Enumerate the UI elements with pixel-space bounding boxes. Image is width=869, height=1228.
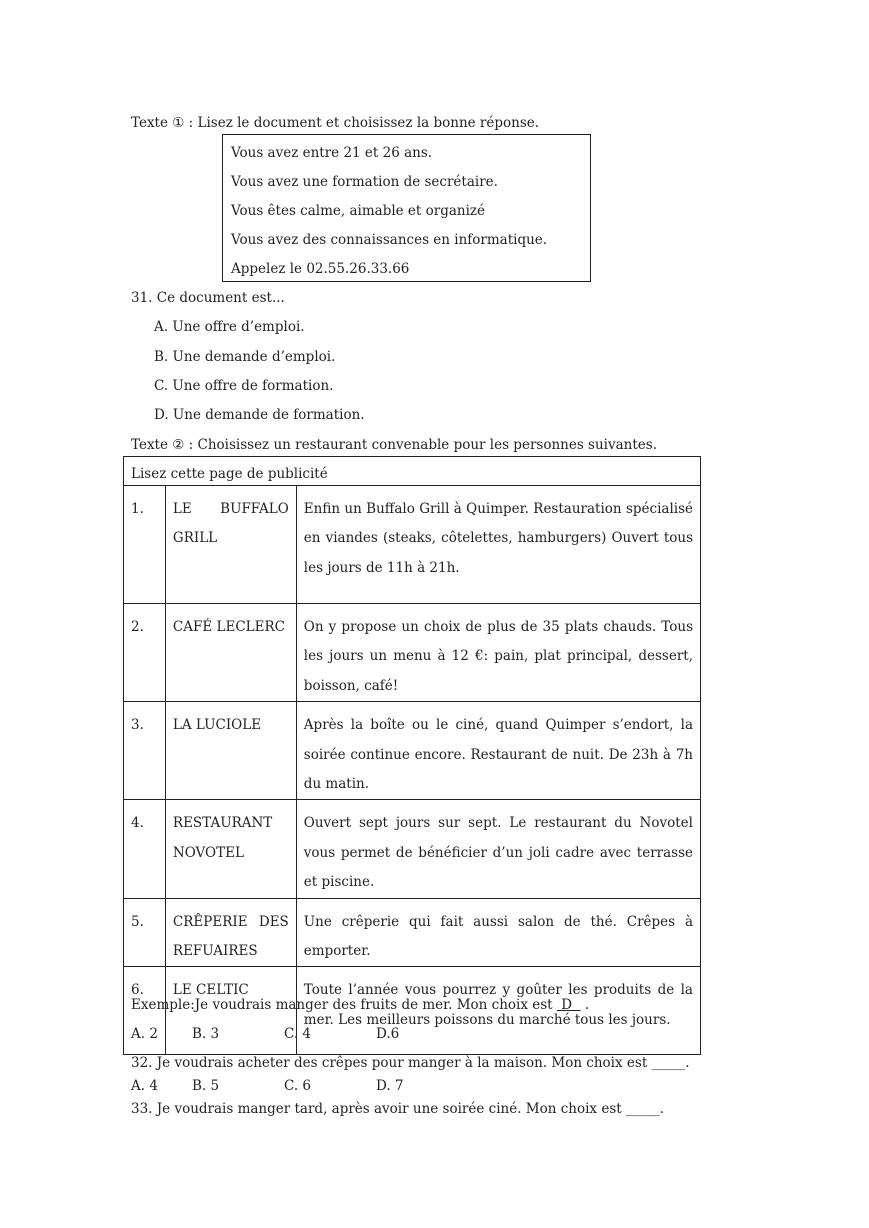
exemple-option: A. 2: [131, 1026, 158, 1042]
row-number: 3.: [131, 717, 144, 734]
restaurant-name: LE CELTIC: [172, 982, 249, 999]
restaurant-name: GRILL: [172, 530, 218, 547]
q32-option: B. 5: [192, 1078, 220, 1094]
row-number: 5.: [131, 913, 144, 930]
table-row: [124, 800, 701, 898]
restaurant-description: Toute l’année vous pourrez y goûter les produits de la mer. Les meilleurs poissons du marché tous les jours.: [303, 982, 693, 1028]
exemple-line: [131, 999, 589, 1013]
table-row: [124, 702, 701, 800]
restaurant-description: Après la boîte ou le ciné, quand Quimper s’endort, la soirée continue encore. Restaurant de nuit. De 23h à 7h du matin.: [303, 717, 693, 793]
question-32: 32. Je voudrais acheter des crêpes pour manger à la maison. Mon choix est _____.: [131, 1055, 690, 1071]
exemple-answer-letter: D: [561, 997, 573, 1013]
restaurant-name: NOVOTEL: [172, 844, 244, 861]
q32-options: [131, 1080, 404, 1094]
exemple-end: .: [584, 997, 590, 1013]
q31-option-c: C. Une offre de formation.: [154, 378, 334, 394]
restaurant-ad-table: [123, 456, 701, 1055]
q31-option-a: A. Une offre d’emploi.: [154, 319, 305, 335]
exemple-text: Exemple:Je voudrais manger des fruits de mer. Mon choix est: [131, 997, 553, 1013]
exemple-option: C. 4: [284, 1026, 312, 1042]
box-line: Vous avez des connaissances en informatique.: [231, 232, 548, 248]
table-header: Lisez cette page de publicité: [131, 466, 328, 482]
row-number: 4.: [131, 815, 144, 832]
table-row: [124, 486, 701, 604]
question-31: 31. Ce document est...: [131, 290, 285, 306]
restaurant-description: Ouvert sept jours sur sept. Le restaurant du Novotel vous permet de bénéficier d’un joli cadre avec terrasse et piscine.: [303, 815, 693, 891]
table-header-row: [124, 457, 701, 486]
restaurant-description: On y propose un choix de plus de 35 plats chauds. Tous les jours un menu à 12 €: pain, plat principal, dessert, boisson, café!: [303, 619, 693, 694]
q32-option: C. 6: [284, 1078, 312, 1094]
restaurant-name: CRÊPERIE DES: [172, 913, 289, 930]
row-number: 6.: [131, 982, 144, 999]
restaurant-name: RESTAURANT: [172, 815, 273, 832]
restaurant-name: REFUAIRES: [172, 943, 258, 960]
texte2-instruction: Texte ② : Choisissez un restaurant convenable pour les personnes suivantes.: [131, 437, 657, 453]
box-line: Vous avez entre 21 et 26 ans.: [231, 145, 433, 161]
row-number: 1.: [131, 501, 144, 517]
q31-option-b: B. Une demande d’emploi.: [154, 349, 336, 365]
box-line: Vous êtes calme, aimable et organizé: [231, 203, 486, 219]
restaurant-name: LE BUFFALO: [172, 501, 289, 517]
box-line: Appelez le 02.55.26.33.66: [231, 261, 410, 277]
restaurant-name: CAFÉ LECLERC: [172, 619, 285, 635]
question-33: 33. Je voudrais manger tard, après avoir une soirée ciné. Mon choix est _____.: [131, 1101, 664, 1117]
texte1-instruction: Texte ① : Lisez le document et choisissez la bonne réponse.: [131, 115, 540, 131]
q31-option-d: D. Une demande de formation.: [154, 407, 365, 423]
exemple-option: D.6: [376, 1026, 400, 1042]
restaurant-description: Une crêperie qui fait aussi salon de thé. Crêpes à emporter.: [303, 913, 693, 960]
exemple-options: [131, 1028, 399, 1042]
exemple-option: B. 3: [192, 1026, 220, 1042]
row-number: 2.: [131, 619, 144, 635]
box-line: Vous avez une formation de secrétaire.: [231, 174, 498, 190]
table-row: [124, 898, 701, 967]
q32-option: A. 4: [131, 1078, 158, 1094]
restaurant-name: LA LUCIOLE: [172, 717, 262, 734]
q32-option: D. 7: [376, 1078, 404, 1094]
restaurant-description: Enfin un Buffalo Grill à Quimper. Restauration spécialisé en viandes (steaks, côtelettes, hamburgers) Ouvert tous les jours de 11h à 21h.: [303, 501, 693, 576]
job-ad-box: [222, 134, 591, 282]
table-row: [124, 604, 701, 702]
exemple-answer: [557, 997, 581, 1013]
